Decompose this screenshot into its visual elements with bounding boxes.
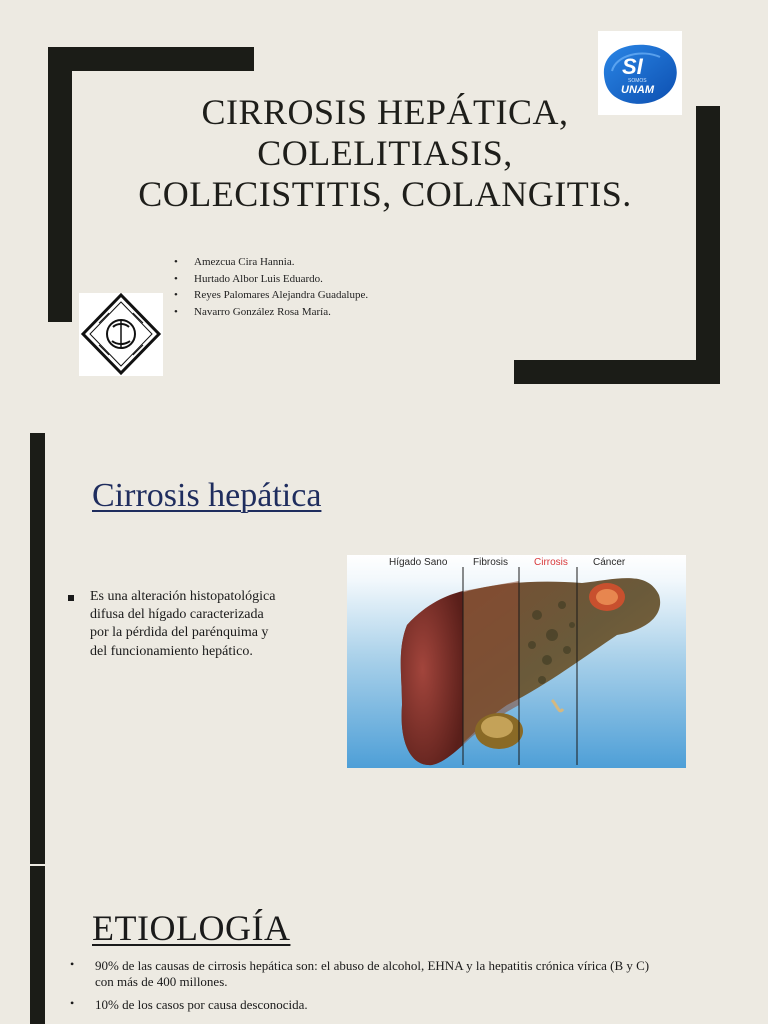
definition-text: Es una alteración histopatológica difusa del hígado caracterizada por la pérdida del parénquima y del funcionamiento hepático. [90, 589, 276, 659]
label-higado-sano: Hígado Sano [389, 557, 448, 568]
frame-bottom-right-vertical [696, 106, 720, 384]
frame-top-left-horizontal [48, 47, 254, 71]
list-item: • 10% de los casos por causa desconocida. [70, 997, 670, 1013]
definition-paragraph [68, 588, 278, 661]
authors-list [174, 254, 368, 320]
list-item: • 90% de las causas de cirrosis hepática son: el abuso de alcohol, EHNA y la hepatitis crónica vírica (B y C) con más de 400 millones. [70, 958, 670, 989]
label-cirrosis: Cirrosis [534, 557, 568, 568]
frame-bottom-right-horizontal [514, 360, 720, 384]
square-bullet-icon [68, 595, 74, 601]
svg-text:SI: SI [622, 54, 643, 79]
section-heading-cirrosis: Cirrosis hepática [92, 477, 322, 514]
title-line-3: COLECISTITIS, COLANGITIS. [138, 174, 632, 214]
page-title [90, 92, 680, 215]
label-fibrosis: Fibrosis [473, 557, 509, 568]
svg-text:UNAM: UNAM [621, 84, 654, 96]
school-crest-icon [79, 293, 163, 376]
author-item: • Hurtado Albor Luis Eduardo. [174, 271, 368, 288]
svg-text:SOMOS: SOMOS [628, 78, 647, 84]
slide-accent-bar [30, 866, 45, 1024]
title-line-2: COLELITIASIS, [257, 133, 513, 173]
author-item: • Reyes Palomares Alejandra Guadalupe. [174, 287, 368, 304]
frame-top-left-vertical [48, 47, 72, 322]
label-cancer: Cáncer [593, 557, 626, 568]
etiologia-list [70, 958, 670, 1021]
slide-accent-bar [30, 433, 45, 864]
si-somos-unam-logo [598, 31, 682, 115]
liver-stages-image [347, 555, 686, 768]
author-item: • Navarro González Rosa María. [174, 304, 368, 321]
section-heading-etiologia: ETIOLOGÍA [92, 908, 291, 948]
title-line-1: CIRROSIS HEPÁTICA, [201, 92, 569, 132]
author-item: • Amezcua Cira Hannia. [174, 254, 368, 271]
